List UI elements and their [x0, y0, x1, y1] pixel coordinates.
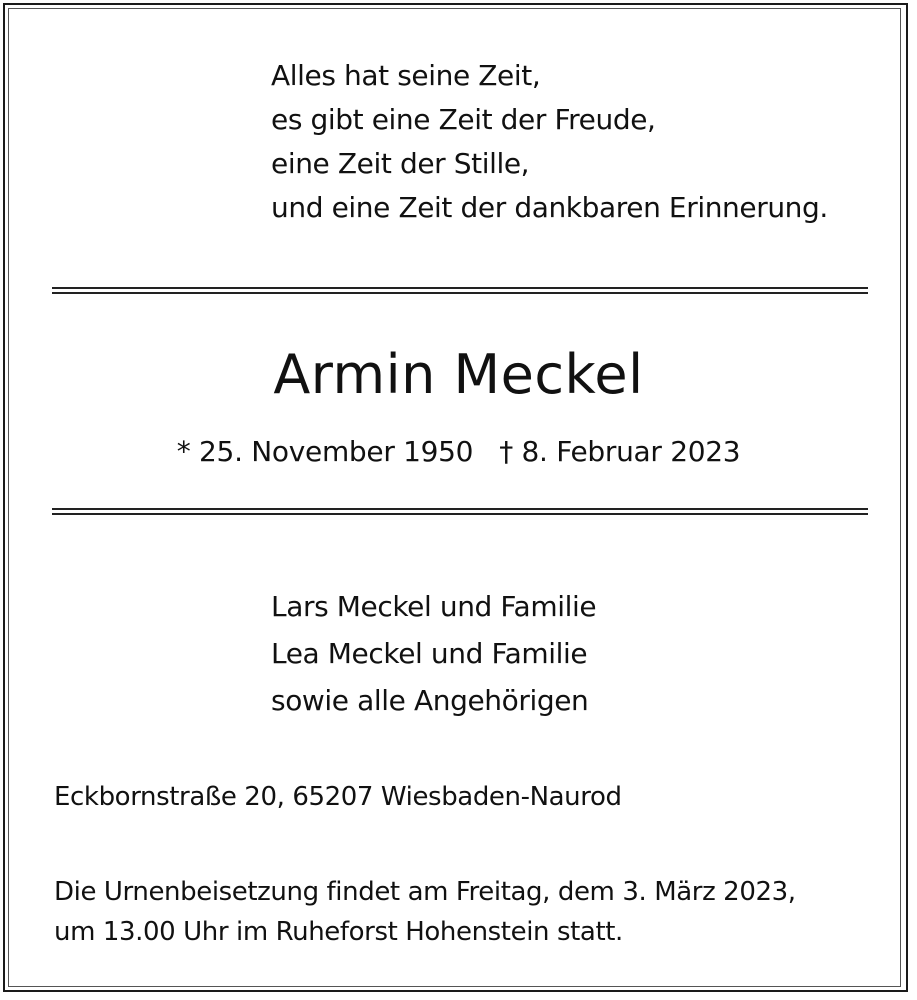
mourners-list [271, 583, 871, 724]
motto-verse [271, 54, 891, 230]
death-date: † 8. Februar 2023 [499, 435, 741, 468]
motto-line: Alles hat seine Zeit, [271, 59, 541, 92]
motto-line: eine Zeit der Stille, [271, 147, 530, 180]
ceremony-line: um 13.00 Uhr im Ruheforst Hohenstein statt. [54, 917, 623, 947]
life-dates [0, 432, 917, 472]
deceased-name: Armin Meckel [273, 343, 644, 406]
ceremony-line: Die Urnenbeisetzung findet am Freitag, dem 3. März 2023, [54, 877, 796, 907]
mourner-line: sowie alle Angehörigen [271, 684, 589, 717]
divider-bottom [52, 508, 868, 515]
birth-date: * 25. November 1950 [176, 435, 474, 468]
motto-line: es gibt eine Zeit der Freude, [271, 103, 656, 136]
divider-top [52, 287, 868, 294]
mourner-line: Lars Meckel und Familie [271, 590, 597, 623]
ceremony-notice [54, 872, 874, 952]
motto-line: und eine Zeit der dankbaren Erinnerung. [271, 191, 828, 224]
family-address: Eckbornstraße 20, 65207 Wiesbaden-Naurod [54, 782, 622, 812]
mourner-line: Lea Meckel und Familie [271, 637, 588, 670]
